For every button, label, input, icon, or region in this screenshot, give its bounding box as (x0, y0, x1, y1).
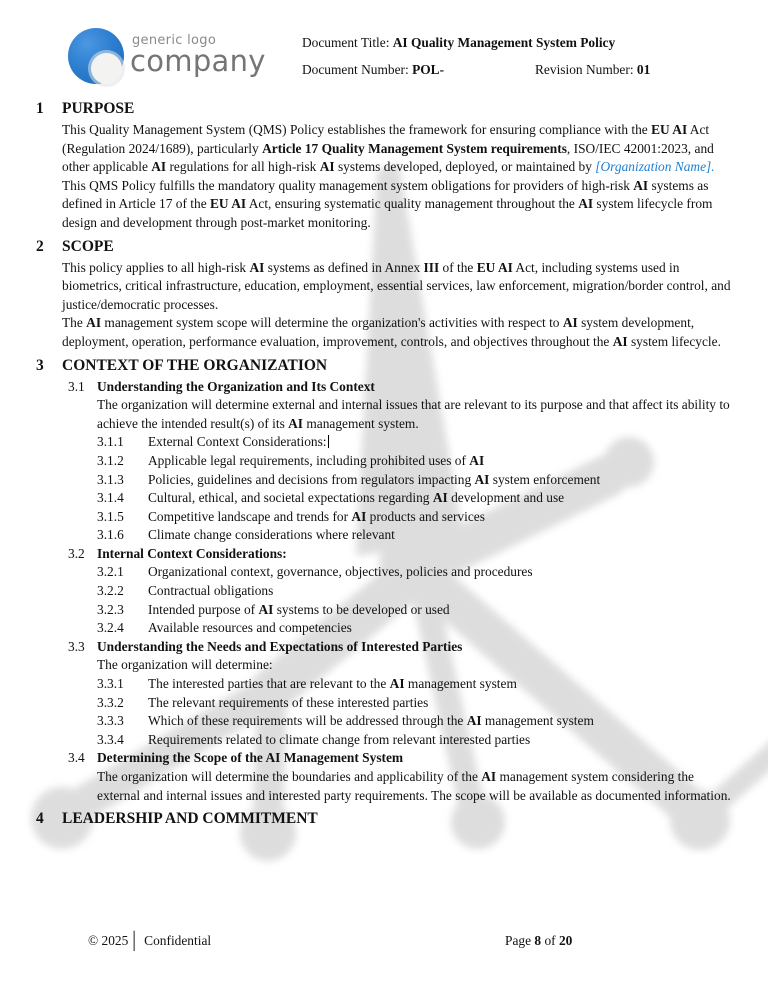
text-run: AI (432, 490, 448, 506)
section-title: SCOPE (62, 237, 114, 255)
text-run: system lifecycle. (627, 333, 721, 349)
section-number: 4 (36, 810, 44, 828)
list-item-text (148, 694, 740, 713)
section-title: CONTEXT OF THE ORGANIZATION (62, 356, 328, 374)
text-run: systems developed, deployed, or maintained by (334, 159, 596, 175)
document-title-label: Document Title: (302, 35, 393, 50)
text-run: management system (404, 676, 517, 692)
logo-text-small: generic logo (132, 33, 217, 48)
text-run: Understanding the Organization and Its Context (97, 378, 375, 394)
text-run: EU AI (210, 196, 247, 212)
text-run: AI (389, 676, 405, 692)
text-run: This policy applies to all high-risk (62, 259, 250, 275)
logo-text-large: company (130, 44, 266, 78)
list-item (97, 526, 740, 545)
text-run: The organization will determine: (97, 657, 273, 673)
logo-inner-circle-icon (91, 53, 122, 84)
text-run: This QMS Policy fulfills the mandatory quality management system obligations for providers of high-risk (62, 177, 634, 193)
list-item-text (148, 582, 740, 601)
text-run: The interested parties that are relevant to the (148, 676, 390, 692)
text-run: systems to be developed or used (273, 601, 450, 617)
text-run: AI (351, 508, 367, 524)
text-run: Policies, guidelines and decisions from regulators impacting (148, 471, 475, 487)
text-run: Which of these requirements will be addressed through the (148, 713, 467, 729)
footer-divider: │ (129, 931, 139, 950)
text-run: AI (319, 159, 335, 175)
section-number: 1 (36, 100, 44, 117)
subsection-heading (68, 749, 740, 768)
text-run: AI (151, 159, 167, 175)
subsection-title (97, 545, 287, 564)
paragraph (97, 396, 740, 433)
text-run: Internal Context Considerations: (97, 545, 287, 561)
paragraph (62, 314, 740, 351)
subsection-heading (68, 545, 740, 564)
confidential-label: Confidential (144, 933, 212, 948)
of-word: of (541, 933, 559, 948)
list-item-text (148, 508, 740, 527)
section-number: 2 (36, 237, 44, 255)
document-number-value: POL- (412, 62, 445, 77)
subsection-number: 3.3 (68, 638, 85, 654)
text-run: III (423, 259, 440, 275)
text-run: management system. (303, 415, 419, 431)
text-run: regulations for all high-risk (166, 159, 320, 175)
text-run: This Quality Management System (QMS) Policy establishes the framework for ensuring compliance with the (62, 122, 652, 137)
text-run: Requirements related to climate change from relevant interested parties (148, 731, 531, 747)
text-cursor (328, 435, 329, 448)
text-run: The relevant requirements of these interested parties (148, 694, 429, 710)
text-run: AI (469, 452, 485, 468)
text-run: of the (439, 259, 477, 275)
text-run: Applicable legal requirements, including prohibited uses of (148, 452, 470, 468)
text-run: AI (249, 259, 265, 275)
list-item (97, 601, 740, 620)
list-item-number: 3.3.4 (97, 731, 124, 747)
text-run: EU AI (651, 122, 688, 137)
paragraph (62, 259, 740, 315)
section-title: LEADERSHIP AND COMMITMENT (62, 810, 318, 828)
list-item-number: 3.2.1 (97, 564, 124, 580)
text-run: products and services (366, 508, 485, 524)
text-run: Climate change considerations where relevant (148, 527, 395, 543)
list-item (97, 508, 740, 527)
text-run: AI (578, 196, 594, 212)
list-item-number: 3.1.6 (97, 527, 124, 543)
text-run: AI (258, 601, 274, 617)
text-run: system development, deployment, operation, performance evaluation, improvement, controls, and objectives throughout the (62, 315, 695, 349)
list-item-text (148, 675, 740, 694)
text-run: Available resources and competencies (148, 620, 352, 636)
document-number-row (302, 61, 444, 78)
paragraph (97, 768, 740, 805)
section-body (62, 121, 740, 233)
list-item-text (148, 526, 740, 545)
text-run: , ISO/IEC 42001:2023, and other applicable (62, 140, 714, 175)
text-run: systems as defined in Annex (264, 259, 424, 275)
subsection-heading (68, 378, 740, 397)
list-item-text (148, 563, 740, 582)
list-item-number: 3.1.3 (97, 471, 124, 487)
text-run: Determining the Scope of the AI Management System (97, 750, 404, 766)
document-title-value: AI Quality Management System Policy (392, 35, 616, 50)
paragraph (97, 656, 740, 675)
text-run: management system considering the external and internal issues and interested party requirements. The scope will be available as documented information. (97, 769, 731, 803)
list-item-number: 3.2.2 (97, 583, 124, 599)
list-item-text (148, 601, 740, 620)
section (36, 98, 742, 233)
list-item (97, 489, 740, 508)
subsection-title (97, 749, 403, 768)
text-run: EU AI (476, 259, 513, 275)
text-run: system enforcement (489, 471, 601, 487)
text-run: management system scope will determine the organization's activities with respect to (101, 315, 563, 331)
list-item-number: 3.2.4 (97, 620, 124, 636)
list-item-number: 3.1.5 (97, 508, 124, 524)
list-item-text (148, 452, 740, 471)
section (36, 236, 742, 352)
text-run: The (62, 315, 87, 331)
section-title: PURPOSE (62, 100, 135, 117)
text-run: AI (474, 471, 490, 487)
text-run: AI (481, 769, 497, 784)
subsection-title (97, 638, 462, 657)
list-item-number: 3.3.2 (97, 694, 124, 710)
page-header (0, 0, 768, 96)
subsection-number: 3.2 (68, 545, 85, 561)
text-run: Cultural, ethical, and societal expectations regarding (148, 490, 433, 506)
text-run: Article 17 Quality Management System requirements (262, 140, 567, 156)
text-run: Contractual obligations (148, 583, 274, 599)
document-title-row (302, 34, 615, 51)
list-item-text (148, 712, 740, 731)
section-body (62, 259, 740, 352)
list-item-number: 3.1.4 (97, 490, 124, 506)
list-item-number: 3.1.2 (97, 452, 124, 468)
list-item-text (148, 731, 740, 750)
list-item-text (148, 619, 740, 638)
text-run: Organizational context, governance, objectives, policies and procedures (148, 564, 533, 580)
list-item-number: 3.1.1 (97, 434, 124, 450)
section (36, 355, 742, 806)
paragraph (62, 177, 740, 233)
list-item (97, 433, 740, 452)
list-item (97, 619, 740, 638)
text-run: AI (562, 315, 578, 331)
document-content (36, 95, 742, 831)
list-item-text (148, 433, 740, 452)
text-run: The organization will determine external and internal issues that are relevant to its purpose and that affect its ability to achieve the intended result(s) of its (97, 397, 730, 431)
company-logo (66, 26, 296, 90)
list-item (97, 563, 740, 582)
text-run: AI (466, 713, 482, 729)
list-item (97, 731, 740, 750)
section-number: 3 (36, 356, 44, 374)
list-item (97, 471, 740, 490)
text-run: Act (Regulation 2024/1689), particularly (62, 122, 710, 156)
text-run: AI (633, 177, 649, 193)
section-heading (36, 355, 742, 376)
list-item-number: 3.3.3 (97, 713, 124, 729)
list-item-text (148, 489, 740, 508)
text-run: External Context Considerations: (148, 434, 327, 450)
list-item-text (148, 471, 740, 490)
section-heading (36, 236, 742, 257)
subsection-number: 3.1 (68, 378, 85, 394)
text-run: AI (86, 315, 102, 331)
revision-number-value: 01 (636, 62, 651, 77)
list-item (97, 452, 740, 471)
page-number: 8 (534, 933, 542, 948)
list-item (97, 694, 740, 713)
revision-number-row (535, 61, 650, 78)
page-word: Page (505, 933, 535, 948)
text-run: Competitive landscape and trends for (148, 508, 352, 524)
text-run: Act, including systems used in biometrics, critical infrastructure, education, employment, essential services, law enforcement, migration/border control, and justice/democratic processes. (62, 259, 731, 312)
page-total: 20 (558, 933, 573, 948)
text-run: The organization will determine the boundaries and applicability of the (97, 769, 482, 784)
list-item-number: 3.2.3 (97, 601, 124, 617)
text-run: Act, ensuring systematic quality management throughout the (246, 196, 579, 212)
text-run: Understanding the Needs and Expectations of Interested Parties (97, 638, 463, 654)
section (36, 808, 742, 829)
text-run: systems as defined in Article 17 of the (62, 177, 709, 212)
text-run: AI (612, 333, 628, 349)
org-name-placeholder-link[interactable]: [Organization Name]. (595, 159, 715, 175)
list-item (97, 675, 740, 694)
section-heading (36, 98, 742, 119)
revision-number-label: Revision Number: (535, 62, 637, 77)
section-body (62, 378, 740, 806)
subsection-number: 3.4 (68, 750, 85, 766)
text-run: management system (481, 713, 594, 729)
text-run: development and use (447, 490, 565, 506)
subsection-heading (68, 638, 740, 657)
list-item (97, 582, 740, 601)
list-item-number: 3.3.1 (97, 676, 124, 692)
paragraph (62, 121, 740, 177)
document-number-label: Document Number: (302, 62, 413, 77)
text-run: AI (288, 415, 304, 431)
copyright-text: © 2025 (88, 933, 129, 948)
text-run: Intended purpose of (148, 601, 259, 617)
text-run: system lifecycle from design and development through post-market monitoring. (62, 196, 713, 230)
list-item (97, 712, 740, 731)
section-heading (36, 808, 742, 829)
subsection-title (97, 378, 375, 397)
